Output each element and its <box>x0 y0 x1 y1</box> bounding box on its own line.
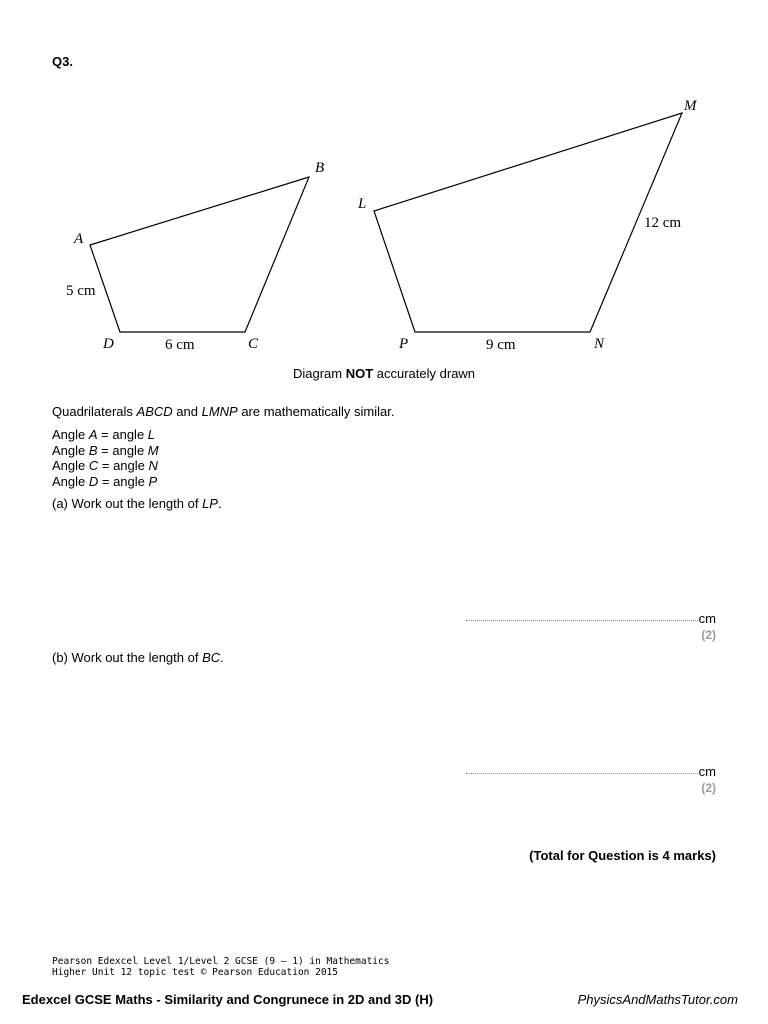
similar-quadrilaterals-diagram <box>0 0 768 400</box>
side-pn-length: 9 cm <box>486 337 516 353</box>
vertex-n-label: N <box>594 336 605 352</box>
vertex-l-label: L <box>358 196 367 212</box>
vertex-b-label: B <box>315 160 325 176</box>
angle-equality: Angle D = angle P <box>52 473 158 489</box>
part-b-answer-line[interactable] <box>466 764 716 779</box>
unit-label: cm <box>698 611 716 626</box>
footer-site-link[interactable]: PhysicsAndMathsTutor.com <box>577 992 738 1007</box>
angle-equality: Angle C = angle N <box>52 458 158 473</box>
vertex-a-label: A <box>74 231 84 247</box>
answer-dots[interactable] <box>466 773 698 774</box>
intro-text: Quadrilaterals ABCD and LMNP are mathematically similar. <box>52 404 395 419</box>
part-b-prompt: (b) Work out the length of BC. <box>52 650 224 665</box>
part-a-prompt: (a) Work out the length of LP. <box>52 496 222 511</box>
vertex-p-label: P <box>399 336 409 352</box>
answer-dots[interactable] <box>466 620 698 621</box>
quadrilateral-abcd <box>90 177 309 332</box>
part-b-marks: (2) <box>701 781 716 795</box>
vertex-m-label: M <box>684 98 697 114</box>
footer-topic-title: Edexcel GCSE Maths - Similarity and Congrunece in 2D and 3D (H) <box>22 992 434 1007</box>
side-dc-length: 6 cm <box>165 337 195 353</box>
diagram-note: Diagram NOT accurately drawn <box>292 366 476 381</box>
side-mn-length: 12 cm <box>644 215 682 231</box>
part-a-marks: (2) <box>701 628 716 642</box>
footer-copyright: Pearson Edexcel Level 1/Level 2 GCSE (9 – 1) in Mathematics Higher Unit 12 topic test © Pearson Education 2015 <box>52 956 390 978</box>
angle-equality: Angle B = angle M <box>52 442 159 458</box>
side-ad-length: 5 cm <box>66 283 96 299</box>
vertex-c-label: C <box>248 336 259 352</box>
quadrilateral-lmnp <box>374 113 682 332</box>
vertex-d-label: D <box>103 336 114 352</box>
part-a-answer-line[interactable] <box>466 611 716 626</box>
angle-list <box>52 427 159 489</box>
angle-equality: Angle A = angle L <box>52 427 156 442</box>
question-number: Q3. <box>52 54 73 69</box>
unit-label: cm <box>698 764 716 779</box>
total-marks: (Total for Question is 4 marks) <box>529 848 716 863</box>
